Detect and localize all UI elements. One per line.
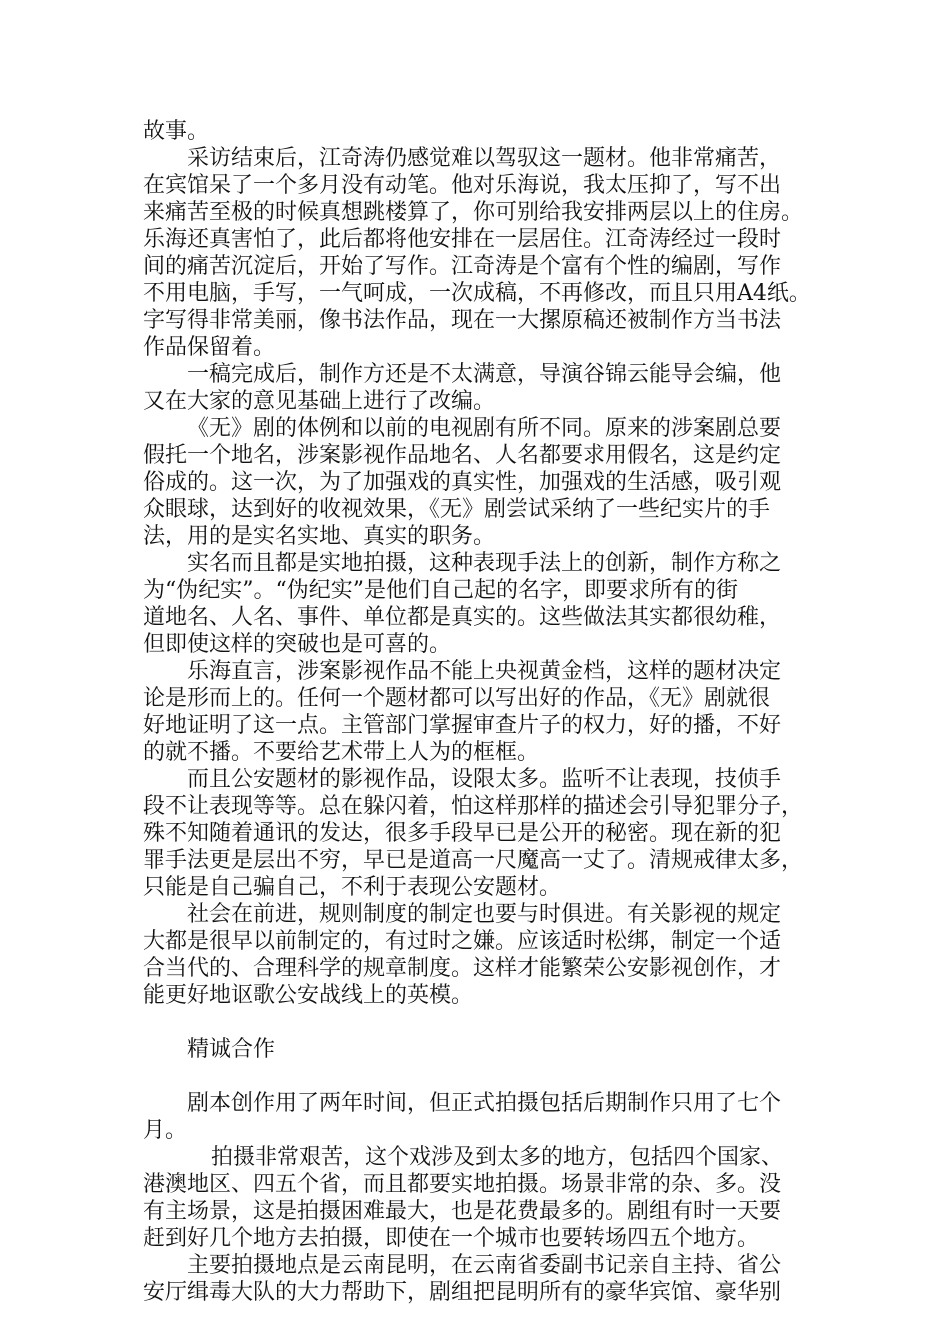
- text-line: 假托一个地名，涉案影视作品地名、人名都要求用假名，这是约定: [143, 443, 782, 468]
- text-line: 《无》剧的体例和以前的电视剧有所不同。原来的涉案剧总要: [187, 416, 782, 441]
- text-line: 众眼球，达到好的收视效果，《无》剧尝试采纳了一些纪实片的手: [143, 497, 771, 522]
- text-line: 道地名、人名、事件、单位都是真实的。这些做法其实都很幼稚，: [143, 605, 782, 630]
- text-line: 好地证明了这一点。主管部门掌握审查片子的权力，好的播，不好: [143, 713, 782, 738]
- text-line: 法，用的是实名实地、真实的职务。: [143, 524, 496, 549]
- text-line: 间的痛苦沉淀后，开始了写作。江奇涛是个富有个性的编剧，写作: [143, 254, 782, 279]
- text-line: 实名而且都是实地拍摄，这种表现手法上的创新，制作方称之: [187, 551, 782, 576]
- text-line: 能更好地讴歌公安战线上的英模。: [143, 983, 474, 1008]
- text-line: 但即使这样的突破也是可喜的。: [143, 632, 452, 657]
- spacer: [143, 1063, 823, 1090]
- text-line: 剧本创作用了两年时间，但正式拍摄包括后期制作只用了七个: [187, 1091, 782, 1116]
- spacer: [143, 1009, 823, 1036]
- text-line: 又在大家的意见基础上进行了改编。: [143, 389, 496, 414]
- text-line: 不用电脑，手写，一气呵成，一次成稿，不再修改，而且只用A4纸。: [143, 281, 811, 306]
- text-line: 在宾馆呆了一个多月没有动笔。他对乐海说，我太压抑了，写不出: [143, 173, 782, 198]
- text-line: 只能是自己骗自己，不利于表现公安题材。: [143, 875, 562, 900]
- text-line: 而且公安题材的影视作品，设限太多。监听不让表现，技侦手: [187, 767, 782, 792]
- text-line: 月。: [143, 1118, 188, 1143]
- text-line: 为“伪纪实”。“伪纪实”是他们自己起的名字，即要求所有的街: [143, 578, 738, 603]
- text-line: 故事。: [143, 119, 210, 144]
- text-line: 乐海直言，涉案影视作品不能上央视黄金档，这样的题材决定: [187, 659, 782, 684]
- text-line: 港澳地区、四五个省，而且都要实地拍摄。场景非常的杂、多。没: [143, 1172, 782, 1197]
- text-line: 采访结束后，江奇涛仍感觉难以驾驭这一题材。他非常痛苦，: [187, 146, 782, 171]
- text-line: 安厅缉毒大队的大力帮助下，剧组把昆明所有的豪华宾馆、豪华别: [143, 1280, 782, 1305]
- text-line: 殊不知随着通讯的发达，很多手段早已是公开的秘密。现在新的犯: [143, 821, 782, 846]
- text-line: 有主场景，这是拍摄困难最大，也是花费最多的。剧组有时一天要: [143, 1199, 782, 1224]
- text-line: 的就不播。不要给艺术带上人为的框框。: [143, 740, 540, 765]
- text-line: 合当代的、合理科学的规章制度。这样才能繁荣公安影视创作，才: [143, 956, 782, 981]
- text-line: 来痛苦至极的时候真想跳楼算了，你可别给我安排两层以上的住房。: [143, 200, 804, 225]
- text-line: 主要拍摄地点是云南昆明，在云南省委副书记亲自主持、省公: [187, 1253, 782, 1278]
- text-line: 赶到好几个地方去拍摄，即使在一个城市也要转场四五个地方。: [143, 1226, 760, 1251]
- text-line: 拍摄非常艰苦，这个戏涉及到太多的地方，包括四个国家、: [211, 1145, 784, 1170]
- text-line: 一稿完成后，制作方还是不太满意，导演谷锦云能导会编，他: [187, 362, 782, 387]
- article-body: [143, 118, 823, 1306]
- text-line: 作品保留着。: [143, 335, 276, 360]
- text-line: 俗成的。这一次，为了加强戏的真实性，加强戏的生活感，吸引观: [143, 470, 782, 495]
- text-line: 大都是很早以前制定的，有过时之嫌。应该适时松绑，制定一个适: [143, 929, 782, 954]
- text-line: 罪手法更是层出不穷，早已是道高一尺魔高一丈了。清规戒律太多，: [143, 848, 804, 873]
- text-line: 社会在前进，规则制度的制定也要与时俱进。有关影视的规定: [187, 902, 782, 927]
- section-heading: 精诚合作: [187, 1037, 276, 1062]
- text-line: 段不让表现等等。总在躲闪着，怕这样那样的描述会引导犯罪分子，: [143, 794, 804, 819]
- text-line: 论是形而上的。任何一个题材都可以写出好的作品，《无》剧就很: [143, 686, 771, 711]
- text-line: 字写得非常美丽，像书法作品，现在一大摞原稿还被制作方当书法: [143, 308, 782, 333]
- text-line: 乐海还真害怕了，此后都将他安排在一层居住。江奇涛经过一段时: [143, 227, 782, 252]
